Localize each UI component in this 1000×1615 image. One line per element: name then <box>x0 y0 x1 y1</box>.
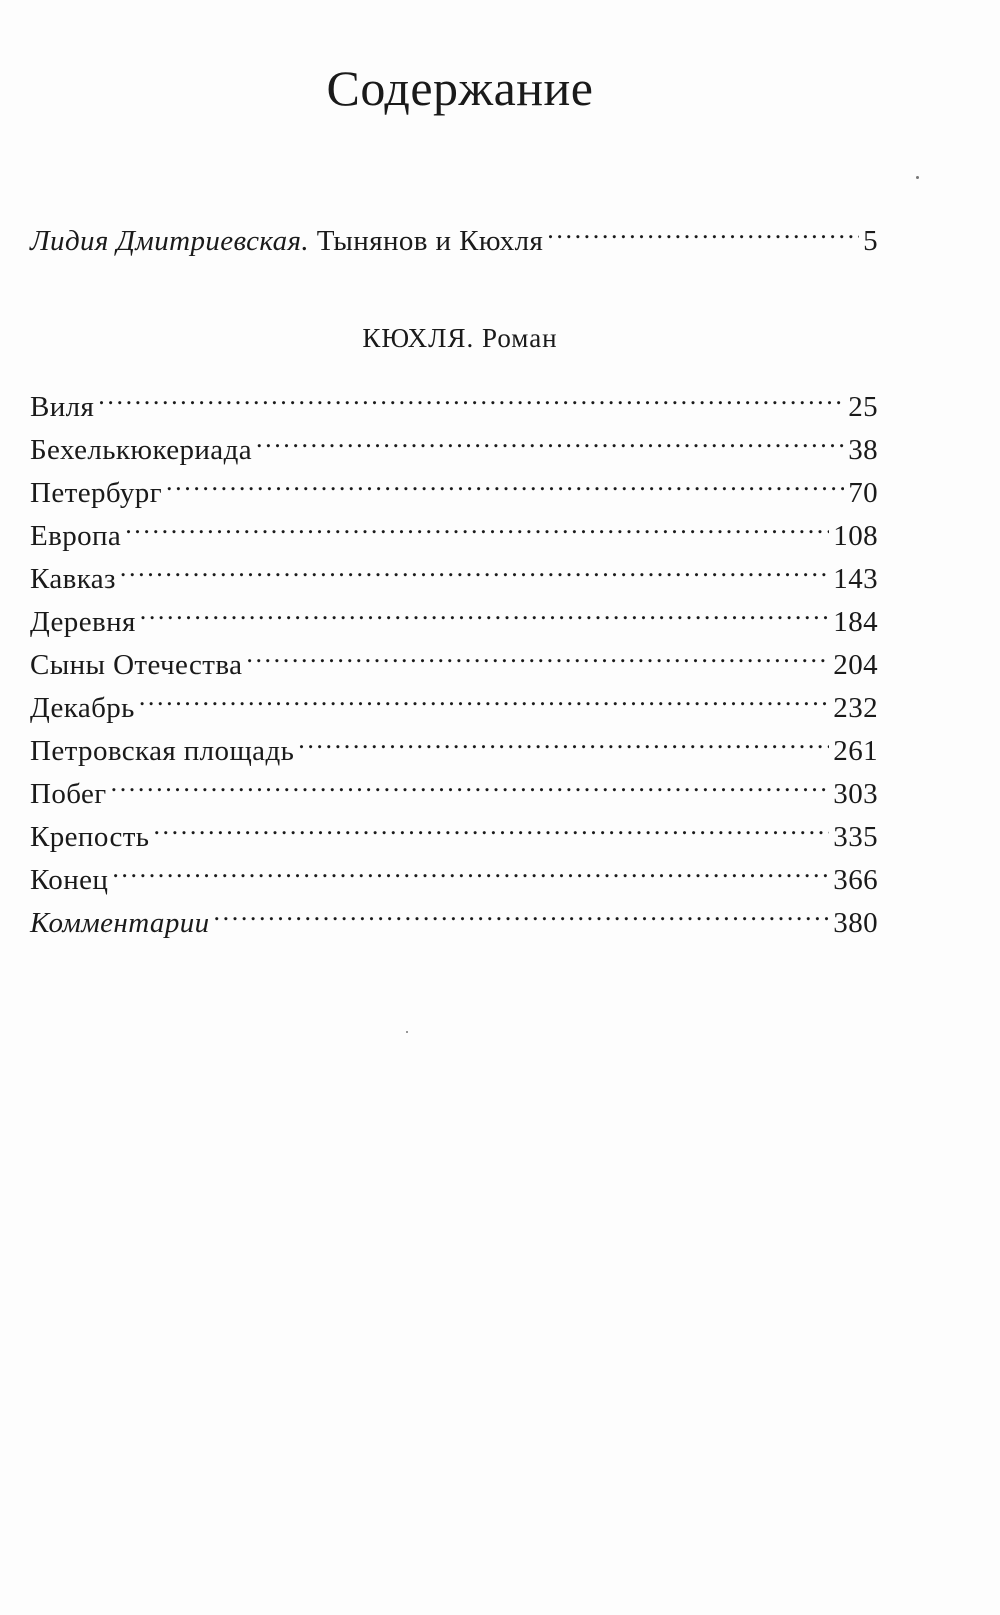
toc-entry <box>30 507 878 555</box>
toc-entry-page: 5 <box>863 225 878 257</box>
toc-entry-title: Декабрь <box>30 692 135 724</box>
toc-entry-intro <box>30 212 878 260</box>
toc-entry-title: Конец <box>30 864 109 896</box>
dot-leader <box>153 808 829 846</box>
dot-leader <box>166 464 844 502</box>
toc-entry-page: 38 <box>848 434 878 466</box>
dot-leader <box>214 894 830 932</box>
toc-entry <box>30 550 878 598</box>
dot-leader <box>139 679 829 717</box>
toc-entry <box>30 765 878 813</box>
dot-leader <box>140 593 830 631</box>
toc-entry-title: Европа <box>30 520 122 552</box>
dot-leader <box>111 765 830 803</box>
dot-leader <box>256 421 844 459</box>
toc-entry-title: Петербург <box>30 477 163 509</box>
toc-entry-page: 25 <box>848 391 878 423</box>
dot-leader <box>246 636 829 674</box>
toc-entry <box>30 851 878 899</box>
toc-entry-title: Кавказ <box>30 563 116 595</box>
toc-entry-title: Виля <box>30 391 95 423</box>
toc-entry <box>30 593 878 641</box>
toc-entry-page: 70 <box>848 477 878 509</box>
toc-entry <box>30 636 878 684</box>
toc-entry-page: 143 <box>833 563 878 595</box>
toc-entry-title: Сыны Отечества <box>30 649 243 681</box>
toc-entry-author: Лидия Дмитриевская. <box>30 225 310 257</box>
dot-leader <box>98 378 844 416</box>
toc-entry <box>30 808 878 856</box>
toc-entry-page: 303 <box>833 778 878 810</box>
toc-entry-page: 232 <box>833 692 878 724</box>
dot-leader <box>125 507 829 545</box>
toc-entry-page: 380 <box>833 907 878 939</box>
page-title: Содержание <box>326 60 594 116</box>
dot-leader <box>547 212 859 250</box>
toc-entry-page: 261 <box>833 735 878 767</box>
toc-entry-title: Бехелькюкериада <box>30 434 252 466</box>
toc-entry <box>30 464 878 512</box>
toc-entry <box>30 679 878 727</box>
toc-entry <box>30 421 878 469</box>
paper-speck <box>406 1031 408 1033</box>
dot-leader <box>298 722 829 760</box>
dot-leader <box>120 550 829 588</box>
toc-entry-label <box>30 222 543 260</box>
toc-entry-title: Крепость <box>30 821 150 853</box>
paper-speck <box>916 176 919 179</box>
toc-entry-title: Побег <box>30 778 107 810</box>
toc-entry-title: Тынянов и Кюхля <box>316 225 544 257</box>
toc-entry <box>30 894 878 942</box>
section-heading: КЮХЛЯ. Роман <box>362 323 558 353</box>
toc-entry-title: Петровская площадь <box>30 735 295 767</box>
dot-leader <box>112 851 829 889</box>
toc-entry-title: Деревня <box>30 606 136 638</box>
toc-entry-page: 335 <box>833 821 878 853</box>
toc-entry-page: 184 <box>833 606 878 638</box>
toc-entry <box>30 722 878 770</box>
toc-entry <box>30 378 878 426</box>
toc-entry-title: Комментарии <box>30 907 210 939</box>
toc-entry-page: 204 <box>833 649 878 681</box>
toc-entry-page: 366 <box>833 864 878 896</box>
toc-entry-page: 108 <box>833 520 878 552</box>
